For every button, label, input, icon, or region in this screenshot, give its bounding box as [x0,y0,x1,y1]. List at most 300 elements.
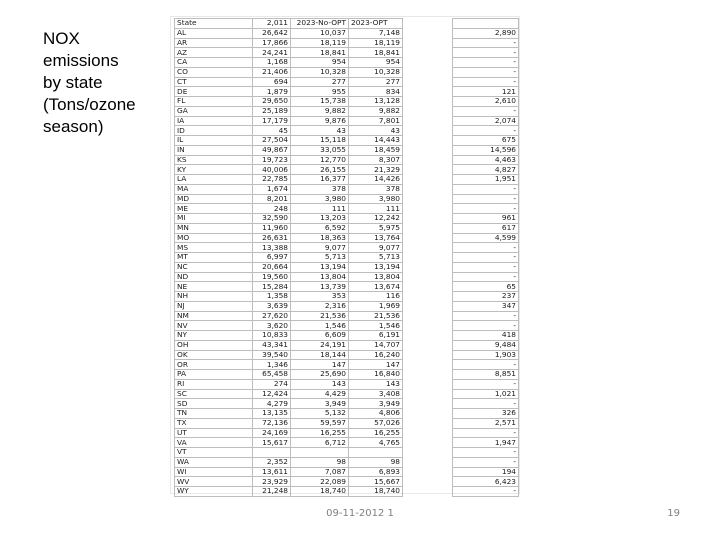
cell-2011: 19,723 [253,155,291,165]
cell-difference: 237 [453,292,519,302]
cell-2023-opt: 16,840 [349,370,403,380]
cell-difference: - [453,487,519,497]
cell-2023-opt: 13,194 [349,262,403,272]
cell-2011: 23,929 [253,477,291,487]
cell-state: VA [175,438,253,448]
cell-2023-opt: 111 [349,204,403,214]
cell-state: GA [175,106,253,116]
cell-spacer [403,340,453,350]
cell-spacer [403,136,453,146]
cell-2023-opt: 16,255 [349,428,403,438]
cell-spacer [403,360,453,370]
cell-2011: 27,620 [253,311,291,321]
cell-spacer [403,214,453,224]
cell-difference: 8,851 [453,370,519,380]
cell-state: DE [175,87,253,97]
cell-difference: - [453,379,519,389]
header-2011: 2,011 [253,19,291,29]
cell-spacer [403,448,453,458]
cell-difference: - [453,360,519,370]
cell-state: RI [175,379,253,389]
cell-difference: 1,947 [453,438,519,448]
cell-difference: 9,484 [453,340,519,350]
cell-difference: - [453,243,519,253]
cell-difference: - [453,106,519,116]
cell-difference: 14,596 [453,145,519,155]
cell-state: OK [175,350,253,360]
cell-2011: 29,650 [253,97,291,107]
cell-2011: 3,620 [253,321,291,331]
cell-difference: - [453,184,519,194]
cell-spacer [403,116,453,126]
cell-spacer [403,399,453,409]
cell-difference: - [453,38,519,48]
cell-difference: - [453,262,519,272]
cell-2023-no-opt: 43 [291,126,349,136]
cell-state: CO [175,67,253,77]
table-row [175,311,519,321]
cell-difference: 326 [453,409,519,419]
cell-2011: 13,135 [253,409,291,419]
cell-spacer [403,262,453,272]
cell-spacer [403,253,453,263]
cell-spacer [403,106,453,116]
cell-2011: 248 [253,204,291,214]
cell-difference: - [453,428,519,438]
cell-2011: 21,248 [253,487,291,497]
cell-2023-opt: 14,707 [349,340,403,350]
cell-spacer [403,272,453,282]
cell-difference: 2,890 [453,28,519,38]
cell-difference: 65 [453,282,519,292]
cell-2023-opt: 13,804 [349,272,403,282]
cell-2011: 8,201 [253,194,291,204]
cell-difference: - [453,48,519,58]
cell-state: MN [175,223,253,233]
table-row [175,272,519,282]
cell-2011: 22,785 [253,175,291,185]
cell-2023-opt: 8,307 [349,155,403,165]
cell-difference: - [453,67,519,77]
cell-state: PA [175,370,253,380]
cell-2011: 1,879 [253,87,291,97]
cell-spacer [403,370,453,380]
cell-2011: 24,241 [253,48,291,58]
cell-spacer [403,77,453,87]
cell-difference: 2,610 [453,97,519,107]
cell-difference: 961 [453,214,519,224]
table-row [175,155,519,165]
cell-2023-opt: 21,329 [349,165,403,175]
cell-state: SC [175,389,253,399]
cell-2011: 45 [253,126,291,136]
cell-difference: 194 [453,467,519,477]
cell-2023-no-opt: 21,536 [291,311,349,321]
cell-2023-opt: 14,426 [349,175,403,185]
cell-2023-opt: 43 [349,126,403,136]
cell-2023-opt: 15,667 [349,477,403,487]
cell-spacer [403,321,453,331]
cell-2023-no-opt: 25,690 [291,370,349,380]
cell-2023-opt: 13,764 [349,233,403,243]
cell-difference: - [453,77,519,87]
cell-2023-no-opt: 9,077 [291,243,349,253]
cell-state: NV [175,321,253,331]
cell-2011: 43,341 [253,340,291,350]
slide-title: NOX emissions by state (Tons/ozone season) [43,29,136,136]
footer-date: 09-11-2012 1 [326,508,394,519]
cell-2023-opt: 143 [349,379,403,389]
cell-state: AZ [175,48,253,58]
table-row [175,184,519,194]
cell-spacer [403,292,453,302]
cell-2023-opt: 4,765 [349,438,403,448]
cell-spacer [403,457,453,467]
cell-2023-opt [349,448,403,458]
cell-2023-opt: 116 [349,292,403,302]
cell-2023-opt: 1,969 [349,301,403,311]
cell-2023-no-opt: 59,597 [291,418,349,428]
table-row [175,448,519,458]
cell-spacer [403,389,453,399]
cell-2023-opt: 6,191 [349,331,403,341]
cell-2011: 13,388 [253,243,291,253]
cell-2023-opt: 16,240 [349,350,403,360]
cell-2023-no-opt: 33,055 [291,145,349,155]
cell-2011: 17,866 [253,38,291,48]
cell-2023-opt: 3,408 [349,389,403,399]
cell-2023-opt: 378 [349,184,403,194]
table-row [175,48,519,58]
table-row [175,165,519,175]
header-2023-no-opt: 2023-No-OPT [291,19,349,29]
cell-state: MI [175,214,253,224]
cell-difference: 675 [453,136,519,146]
table-row [175,87,519,97]
table-row [175,243,519,253]
cell-spacer [403,204,453,214]
table-row [175,38,519,48]
cell-2023-opt: 1,546 [349,321,403,331]
cell-difference: 617 [453,223,519,233]
cell-spacer [403,48,453,58]
cell-2023-no-opt: 111 [291,204,349,214]
cell-state: WY [175,487,253,497]
cell-2023-no-opt: 353 [291,292,349,302]
cell-2011: 20,664 [253,262,291,272]
cell-difference: - [453,253,519,263]
table-row [175,428,519,438]
header-spacer [403,19,453,29]
cell-2023-no-opt: 277 [291,77,349,87]
cell-difference: 121 [453,87,519,97]
cell-spacer [403,223,453,233]
table-row [175,282,519,292]
cell-2011: 21,406 [253,67,291,77]
table-row [175,360,519,370]
cell-spacer [403,379,453,389]
cell-state: MO [175,233,253,243]
cell-state: FL [175,97,253,107]
cell-2011: 694 [253,77,291,87]
cell-2011: 32,590 [253,214,291,224]
cell-spacer [403,28,453,38]
cell-2023-opt: 18,740 [349,487,403,497]
cell-2011: 11,960 [253,223,291,233]
table-row [175,331,519,341]
cell-spacer [403,418,453,428]
cell-2023-opt: 14,443 [349,136,403,146]
cell-2011: 26,631 [253,233,291,243]
cell-spacer [403,438,453,448]
cell-state: IN [175,145,253,155]
cell-state: TN [175,409,253,419]
cell-2011: 24,169 [253,428,291,438]
cell-2023-opt: 98 [349,457,403,467]
cell-2023-no-opt: 5,132 [291,409,349,419]
cell-2023-opt: 5,713 [349,253,403,263]
cell-2023-no-opt: 9,876 [291,116,349,126]
cell-2011: 1,346 [253,360,291,370]
cell-state: ME [175,204,253,214]
cell-spacer [403,428,453,438]
cell-state: ND [175,272,253,282]
cell-2023-opt: 13,674 [349,282,403,292]
cell-2023-no-opt: 18,119 [291,38,349,48]
cell-difference: - [453,126,519,136]
cell-difference: 2,571 [453,418,519,428]
cell-2011: 17,179 [253,116,291,126]
cell-spacer [403,487,453,497]
cell-state: ID [175,126,253,136]
cell-2011: 25,189 [253,106,291,116]
cell-2023-opt: 57,026 [349,418,403,428]
cell-state: SD [175,399,253,409]
cell-difference: - [453,194,519,204]
table-row [175,67,519,77]
cell-2023-opt: 18,841 [349,48,403,58]
cell-2011: 49,867 [253,145,291,155]
cell-2023-opt: 277 [349,77,403,87]
cell-spacer [403,126,453,136]
cell-2023-no-opt: 18,363 [291,233,349,243]
cell-2023-no-opt: 13,804 [291,272,349,282]
cell-state: WV [175,477,253,487]
cell-spacer [403,145,453,155]
cell-2011: 4,279 [253,399,291,409]
cell-2023-opt: 834 [349,87,403,97]
cell-2023-opt: 7,801 [349,116,403,126]
cell-2023-opt: 18,119 [349,38,403,48]
cell-state: LA [175,175,253,185]
cell-2023-no-opt: 955 [291,87,349,97]
cell-difference: - [453,58,519,68]
cell-2023-no-opt: 954 [291,58,349,68]
table-row [175,467,519,477]
table-row [175,126,519,136]
table-row [175,399,519,409]
cell-state: AR [175,38,253,48]
cell-2023-opt: 21,536 [349,311,403,321]
table-row [175,136,519,146]
cell-2023-no-opt: 7,087 [291,467,349,477]
cell-2011: 12,424 [253,389,291,399]
cell-2023-no-opt: 3,949 [291,399,349,409]
cell-2023-no-opt: 143 [291,379,349,389]
cell-2011: 19,560 [253,272,291,282]
cell-state: MA [175,184,253,194]
cell-state: CA [175,58,253,68]
cell-state: UT [175,428,253,438]
cell-difference: 4,599 [453,233,519,243]
cell-2023-opt: 4,806 [349,409,403,419]
cell-2023-no-opt: 5,713 [291,253,349,263]
emissions-table-image [170,16,520,494]
cell-2023-no-opt: 16,255 [291,428,349,438]
table-row [175,214,519,224]
cell-state: WA [175,457,253,467]
cell-state: NH [175,292,253,302]
cell-spacer [403,282,453,292]
table-row [175,379,519,389]
table-row [175,262,519,272]
cell-state: OR [175,360,253,370]
cell-spacer [403,175,453,185]
cell-2011: 1,358 [253,292,291,302]
cell-2011: 15,617 [253,438,291,448]
cell-2023-no-opt: 98 [291,457,349,467]
cell-spacer [403,477,453,487]
table-row [175,350,519,360]
table-row [175,97,519,107]
cell-spacer [403,67,453,77]
cell-2023-opt: 3,980 [349,194,403,204]
table-row [175,116,519,126]
cell-difference: 347 [453,301,519,311]
cell-2023-no-opt: 10,328 [291,67,349,77]
cell-2023-no-opt: 3,980 [291,194,349,204]
table-row [175,292,519,302]
cell-state: NE [175,282,253,292]
cell-difference: 2,074 [453,116,519,126]
table-row [175,457,519,467]
cell-2023-no-opt: 15,118 [291,136,349,146]
cell-2023-no-opt: 18,841 [291,48,349,58]
cell-2023-opt: 10,328 [349,67,403,77]
table-header-row [175,19,519,29]
header-difference [453,19,519,29]
cell-2023-no-opt: 22,089 [291,477,349,487]
cell-2011: 26,642 [253,28,291,38]
cell-2011: 274 [253,379,291,389]
cell-2011: 13,611 [253,467,291,477]
cell-spacer [403,38,453,48]
table-row [175,370,519,380]
page-number: 19 [667,508,680,519]
cell-difference: 6,423 [453,477,519,487]
cell-2011: 27,504 [253,136,291,146]
table-row [175,253,519,263]
cell-2023-no-opt: 4,429 [291,389,349,399]
cell-difference: - [453,311,519,321]
table-row [175,233,519,243]
cell-state: KY [175,165,253,175]
cell-spacer [403,233,453,243]
cell-2023-opt: 147 [349,360,403,370]
cell-state: KS [175,155,253,165]
cell-state: NY [175,331,253,341]
cell-2011: 65,458 [253,370,291,380]
table-body [175,28,519,496]
cell-state: IA [175,116,253,126]
cell-2023-no-opt: 15,738 [291,97,349,107]
cell-2011: 39,540 [253,350,291,360]
cell-difference: 418 [453,331,519,341]
cell-spacer [403,467,453,477]
cell-2023-no-opt: 13,739 [291,282,349,292]
table-row [175,389,519,399]
cell-state: NJ [175,301,253,311]
cell-2023-no-opt: 2,316 [291,301,349,311]
cell-spacer [403,97,453,107]
cell-spacer [403,243,453,253]
cell-state: IL [175,136,253,146]
cell-state: WI [175,467,253,477]
cell-spacer [403,331,453,341]
cell-difference: - [453,321,519,331]
cell-2023-no-opt: 6,712 [291,438,349,448]
table-row [175,204,519,214]
cell-2023-no-opt: 18,740 [291,487,349,497]
header-state: State [175,19,253,29]
cell-2023-no-opt [291,448,349,458]
cell-difference: - [453,272,519,282]
cell-difference: - [453,399,519,409]
cell-2023-opt: 6,893 [349,467,403,477]
cell-2023-opt: 9,077 [349,243,403,253]
cell-2023-no-opt: 147 [291,360,349,370]
cell-2011: 6,997 [253,253,291,263]
cell-state: OH [175,340,253,350]
cell-state: NM [175,311,253,321]
cell-2023-no-opt: 24,191 [291,340,349,350]
cell-spacer [403,301,453,311]
cell-2011: 2,352 [253,457,291,467]
table-row [175,301,519,311]
table-row [175,477,519,487]
cell-difference: - [453,448,519,458]
cell-2023-no-opt: 9,882 [291,106,349,116]
cell-2023-no-opt: 378 [291,184,349,194]
header-2023-opt: 2023-OPT [349,19,403,29]
table-row [175,28,519,38]
cell-2023-opt: 954 [349,58,403,68]
cell-state: VT [175,448,253,458]
cell-2023-opt: 13,128 [349,97,403,107]
cell-difference: - [453,204,519,214]
cell-difference: - [453,457,519,467]
cell-state: AL [175,28,253,38]
cell-difference: 1,951 [453,175,519,185]
cell-2023-no-opt: 18,144 [291,350,349,360]
cell-2023-no-opt: 13,203 [291,214,349,224]
cell-2023-opt: 9,882 [349,106,403,116]
cell-state: TX [175,418,253,428]
table-row [175,223,519,233]
cell-spacer [403,58,453,68]
table-row [175,58,519,68]
cell-2023-no-opt: 1,546 [291,321,349,331]
